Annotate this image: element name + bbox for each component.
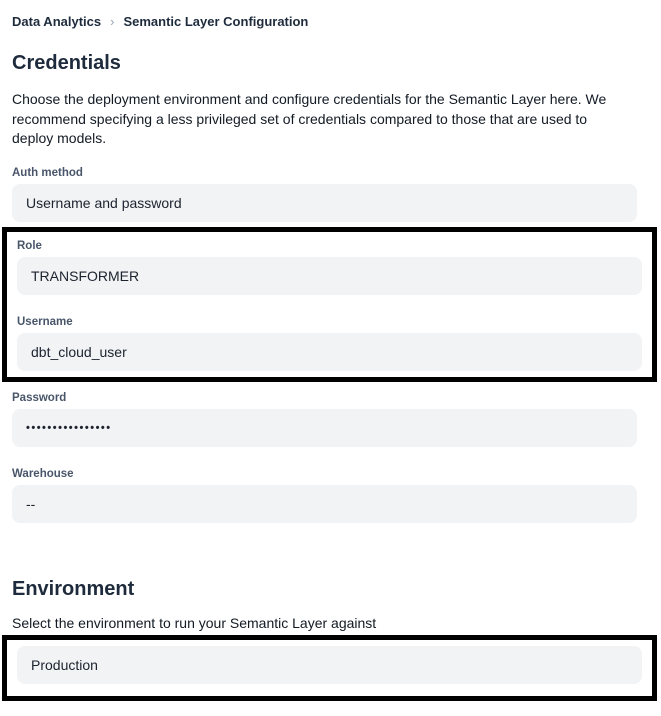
username-label: Username bbox=[17, 315, 73, 328]
annotation-box-credentials bbox=[2, 227, 657, 382]
username-input[interactable]: dbt_cloud_user bbox=[17, 333, 642, 371]
environment-description: Select the environment to run your Semantic Layer against bbox=[12, 614, 377, 631]
environment-section-title: Environment bbox=[12, 577, 135, 600]
breadcrumb-item-semantic-layer-configuration[interactable]: Semantic Layer Configuration bbox=[123, 14, 309, 29]
credentials-description: Choose the deployment environment and configure credentials for the Semantic Layer here. We recommend specifying a less privileged set of credentials compared to those that are used to deploy models. bbox=[12, 91, 607, 146]
role-field-group bbox=[17, 239, 652, 295]
environment-field-group bbox=[17, 646, 652, 684]
auth-method-label: Auth method bbox=[12, 166, 83, 179]
environment-select[interactable]: Production bbox=[17, 646, 642, 684]
warehouse-field-group bbox=[12, 467, 661, 523]
password-field-group bbox=[12, 391, 661, 447]
credentials-section-title: Credentials bbox=[12, 52, 121, 74]
warehouse-label: Warehouse bbox=[12, 467, 74, 480]
auth-method-field-group bbox=[12, 166, 661, 222]
role-label: Role bbox=[17, 239, 42, 252]
username-field-group bbox=[17, 315, 652, 371]
warehouse-input[interactable]: -- bbox=[12, 485, 637, 523]
auth-method-input[interactable]: Username and password bbox=[12, 184, 637, 222]
breadcrumb bbox=[0, 0, 661, 30]
password-input[interactable]: •••••••••••••••• bbox=[12, 409, 637, 447]
annotation-box-environment bbox=[2, 635, 657, 701]
role-input[interactable]: TRANSFORMER bbox=[17, 257, 642, 295]
spacer bbox=[12, 295, 652, 315]
breadcrumb-item-data-analytics[interactable]: Data Analytics bbox=[12, 14, 102, 29]
breadcrumb-chevron-icon: › bbox=[110, 14, 115, 29]
password-label: Password bbox=[12, 391, 67, 404]
